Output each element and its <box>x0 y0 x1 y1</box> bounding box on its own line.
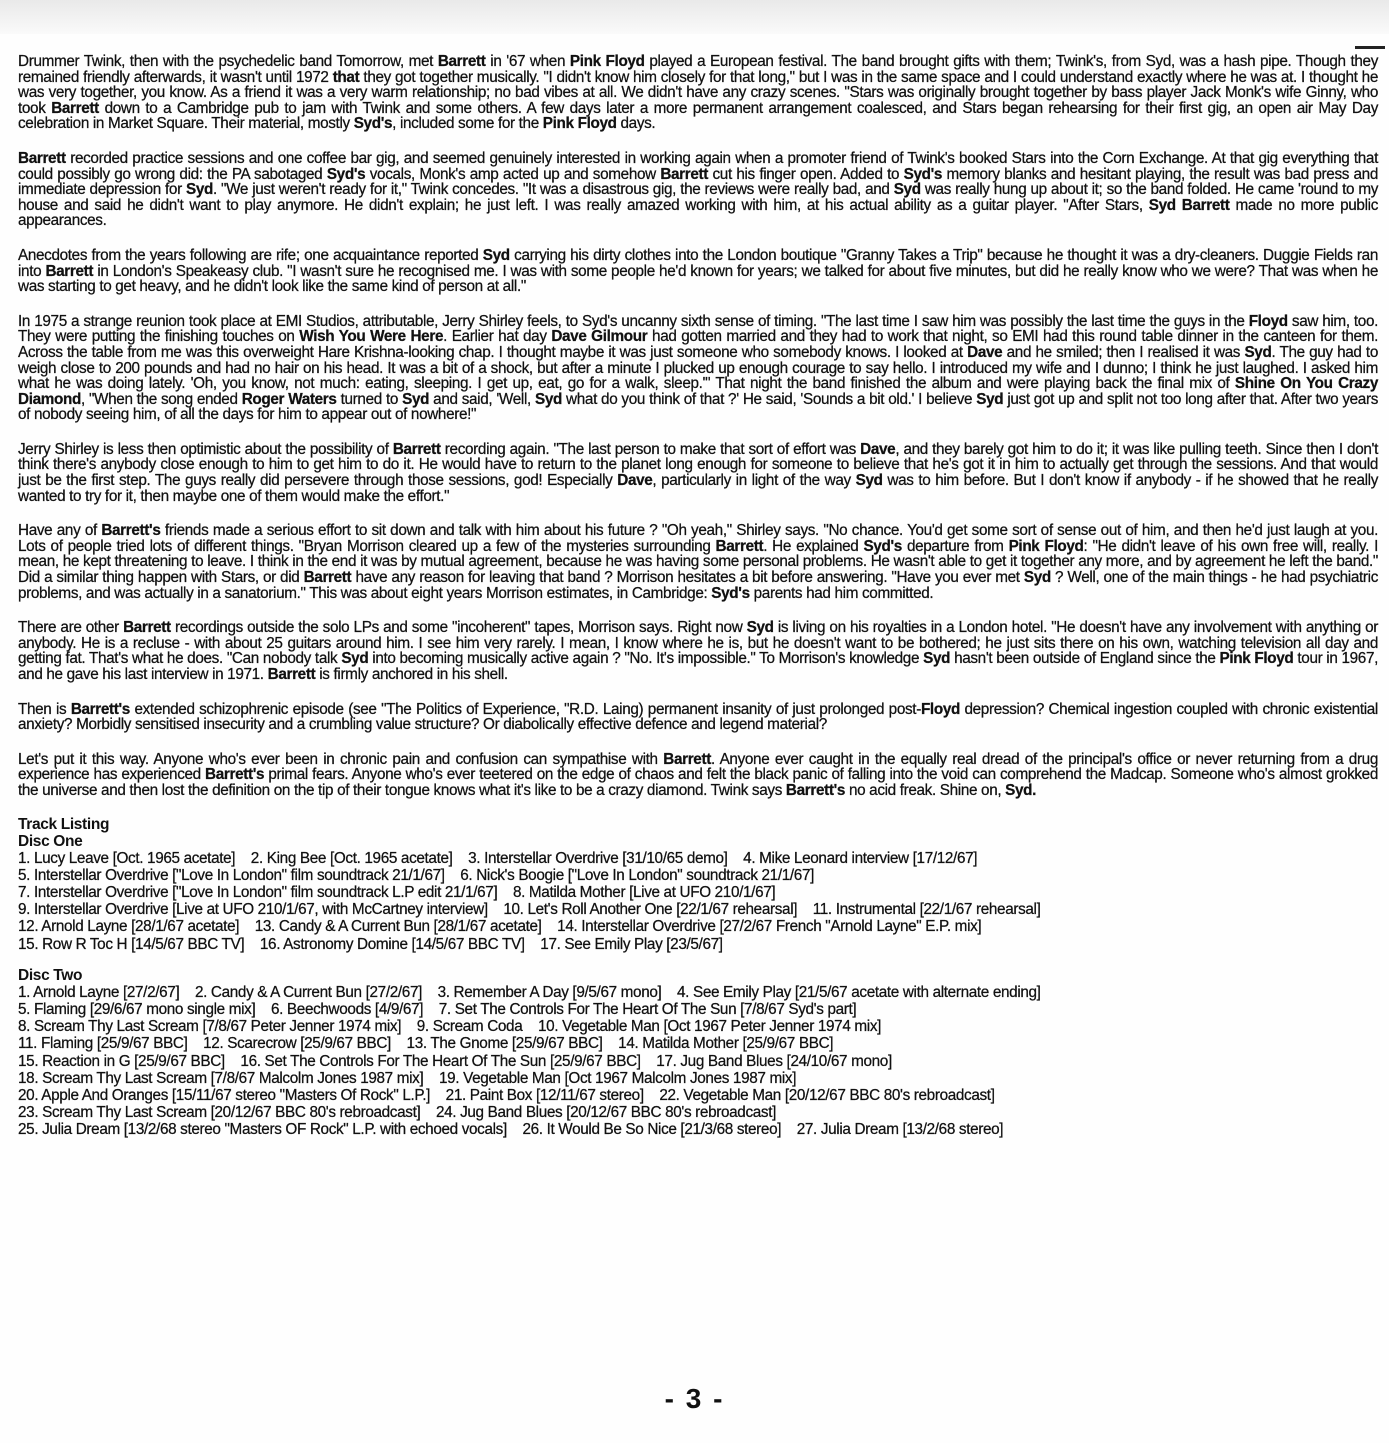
disc-two-tracks <box>18 984 1378 1139</box>
text-run: , and they barely got him to do it; it was like pulling teeth. Since then I don't think there's anybody close enough to him to get him to do it. He would have to return to the planet long enough for someone to believe that he's got it in him to actually get through the sessions. And that would just be the first step. The guys really did persevere through those sessions, god! Especially <box>18 440 1378 490</box>
text-run: recording again. "The last person to make that sort of effort was <box>440 440 861 458</box>
bold-name: Barrett <box>51 99 99 117</box>
text-run: Anecdotes from the years following are rife; one acquaintance reported <box>18 246 483 264</box>
text-run: down to a Cambridge pub to jam with Twink and some others. A few days later a more permanent arrangement coalesced, and Stars began rehearsing for their first gig, an open air May Day celebration in Market Square. Their material, mostly <box>18 99 1378 133</box>
bold-name: Syd <box>341 650 369 668</box>
text-run: days. <box>616 115 656 133</box>
bold-name: Syd's <box>353 115 393 133</box>
article-paragraph <box>18 314 1378 423</box>
text-run: vocals, Monk's amp acted up and somehow <box>365 165 661 183</box>
bold-name: Barrett <box>123 619 171 637</box>
bold-name: Barrett's <box>785 781 846 799</box>
track-line: 12. Arnold Layne [28/1/67 acetate] 13. Candy & A Current Bun [28/1/67 acetate] 14. Interstellar Overdrive [27/2/67 French "Arnold Layne" E.P. mix] <box>18 918 982 936</box>
bold-name: Dave Gilmour <box>551 328 648 346</box>
bold-name: Barrett <box>45 262 94 280</box>
page-number: - 3 - <box>664 1383 725 1414</box>
text-run: There are other <box>18 619 124 637</box>
text-run: Drummer Twink, then with the psychedelic band Tomorrow, met <box>18 53 438 70</box>
bold-name: Syd <box>746 619 774 637</box>
bold-name: Syd <box>1244 343 1272 361</box>
bold-name: Barrett <box>660 165 709 183</box>
bold-name: Pink Floyd <box>1219 650 1294 668</box>
bold-name: Roger Waters <box>241 390 337 408</box>
article-paragraph <box>18 151 1378 229</box>
track-line: 1. Arnold Layne [27/2/67] 2. Candy & A Current Bun [27/2/67] 3. Remember A Day [9/5/67 mono] 4. See Emily Play [21/5/67 acetate with alternate ending] <box>18 983 1041 1001</box>
text-run: saw him, too. They were putting the finishing touches on <box>18 312 1379 346</box>
text-run: and said, 'Well, <box>429 390 535 408</box>
bold-name: Syd Barrett <box>1148 196 1230 214</box>
text-run: made no more public appearances. <box>18 196 1378 230</box>
bold-name: Barrett <box>392 440 441 458</box>
track-line: 1. Lucy Leave [Oct. 1965 acetate] 2. King Bee [Oct. 1965 acetate] 3. Interstellar Overdrive [31/10/65 demo] 4. Mike Leonard interview [17/12/67] <box>18 849 978 867</box>
text-run: In 1975 a strange reunion took place at EMI Studios, attributable, Jerry Shirley feels, to Syd's uncanny sixth sense of timing. "The last time I saw him was possibly the last time the guys in the <box>18 312 1249 330</box>
track-line: 25. Julia Dream [13/2/68 stereo "Masters OF Rock" L.P. with echoed vocals] 26. It Would Be So Nice [21/3/68 stereo] 27. Julia Dream [13/2/68 stereo] <box>18 1121 1004 1139</box>
text-run: friends made a serious effort to sit down and talk with him about his future ? "Oh yeah," Shirley says. "No chance. You'd get some sort of sense out of him, and then he'd just laugh at you. Lots of people tried lots of different things. "Bryan Morrison cleared up a few of the mysteries surrounding <box>18 522 1378 555</box>
corner-mark <box>1355 46 1385 49</box>
text-run: , "When the song ended <box>81 390 242 408</box>
article-body <box>18 54 1378 1153</box>
text-run: turned to <box>336 390 403 408</box>
text-run: extended schizophrenic episode (see "The Politics of Experience, "R.D. Laing) permanent insanity of just prolonged post- <box>129 700 921 718</box>
bold-name: Dave <box>617 472 653 490</box>
text-run: had gotten married and they had to work that night, so EMI had this round table dinner in the canteen for them. Across the table from me was this overweight Hare Krishna-looking chap. I thought maybe it was just someone who somebody knows. I looked at <box>18 328 1378 361</box>
text-run: have any reason for leaving that band ? Morrison hesitates a bit before answering. "Have you ever met <box>351 569 1024 587</box>
text-run: into becoming musically active again ? "No. It's impossible." To Morrison's knowledge <box>368 650 924 668</box>
text-run: : "He didn't leave of his own free will, really. I mean, he kept threatening to leave. I think in the end it was by mutual agreement, because he was having some personal problems. He wasn't able to get it together any more, and by agreement he left the band." Did a similar thing happen with Stars, or did <box>18 537 1378 587</box>
text-run: Let's put it this way. Anyone who's ever been in chronic pain and confusion can sympathise with <box>18 750 664 768</box>
text-run: tour in 1967, and he gave his last interview in 1971. <box>18 650 1379 683</box>
text-run: recorded practice sessions and one coffee bar gig, and seemed genuinely interested in working again when a promoter friend of Twink's booked Stars into the Corn Exchange. At that gig everything that could possibly go wrong did: the PA sabotaged <box>18 149 1378 183</box>
bold-name: Syd <box>923 650 951 668</box>
bold-name: Dave <box>967 343 1003 361</box>
text-run: in '67 when <box>485 53 570 70</box>
bold-name: Barrett <box>715 537 764 555</box>
track-line: 5. Flaming [29/6/67 mono single mix] 6. Beechwoods [4/9/67] 7. Set The Controls For The Heart Of The Sun [7/8/67 Syd's part] <box>18 1000 857 1018</box>
track-line: 20. Apple And Oranges [15/11/67 stereo "Masters Of Rock" L.P.] 21. Paint Box [12/11/67 stereo] 22. Vegetable Man [20/12/67 BBC 80's rebroadcast] <box>18 1087 995 1104</box>
track-line: 15. Row R Toc H [14/5/67 BBC TV] 16. Astronomy Domine [14/5/67 BBC TV] 17. See Emily Play [23/5/67] <box>18 935 723 953</box>
track-listing-title: Track Listing <box>18 815 110 833</box>
track-line: 23. Scream Thy Last Scream [20/12/67 BBC 80's rebroadcast] 24. Jug Band Blues [20/12/67 BBC 80's rebroadcast] <box>18 1104 776 1122</box>
article-paragraph <box>18 620 1378 682</box>
text-run: memory blanks and hesitant playing, the result was bad press and immediate depression for <box>18 165 1378 199</box>
track-line: 15. Reaction in G [25/9/67 BBC] 16. Set The Controls For The Heart Of The Sun [25/9/67 BBC] 17. Jug Band Blues [24/10/67 mono] <box>18 1052 892 1070</box>
disc-two-title: Disc Two <box>18 966 83 984</box>
bold-name: Syd's <box>863 537 902 555</box>
bold-name: Barrett's <box>70 700 130 718</box>
text-run: . He explained <box>763 537 864 555</box>
bold-name: Barrett <box>18 149 66 167</box>
article-paragraph <box>18 248 1378 295</box>
text-run: no acid freak. Shine on, <box>845 781 1006 799</box>
text-run: parents had him committed. <box>749 584 934 602</box>
text-run: Have any of <box>18 522 102 540</box>
bold-name: that <box>332 68 360 86</box>
bold-name: Syd. <box>1005 781 1037 799</box>
text-run: just got up and split not too long after that. After two years of nobody seeing him, of all the days for him to appear out of nowhere!" <box>18 390 1378 424</box>
article-paragraph <box>18 702 1378 733</box>
text-run: they got together musically. "I didn't know him closely for that long," but I was in the same space and I could understand exactly where he was at. I thought he was very together, you know. As a friend it was a very warm relationship; no bad vibes at all. We didn't have any crazy scenes. "Stars was originally brought together by bass player Jack Monk's wife Ginny, who took <box>18 68 1378 117</box>
text-run: played a European festival. The band brought gifts with them; Twink's, from Syd, was a hash pipe. Though they remained friendly afterwards, it wasn't until 1972 <box>18 53 1378 86</box>
bold-name: Wish You Were Here <box>299 328 444 346</box>
track-line: 8. Scream Thy Last Scream [7/8/67 Peter Jenner 1974 mix] 9. Scream Coda 10. Vegetable Man [Oct 1967 Peter Jenner 1974 mix] <box>18 1018 882 1036</box>
text-run: recordings outside the solo LPs and some "incoherent" tapes, Morrison says. Right now <box>170 619 747 637</box>
text-run: and he smiled; then I realised it was <box>1002 343 1245 361</box>
bold-name: Syd <box>893 181 921 199</box>
article-paragraph <box>18 442 1378 504</box>
text-run: depression? Chemical ingestion coupled with chronic existential anxiety? Morbidly sensitised insecurity and a crumbling value structure? Or diabolically effective defence and legend material? <box>18 700 1378 734</box>
bold-name: Syd <box>402 390 430 408</box>
track-line: 11. Flaming [25/9/67 BBC] 12. Scarecrow [25/9/67 BBC] 13. The Gnome [25/9/67 BBC] 14. Matilda Mother [25/9/67 BBC] <box>18 1035 834 1053</box>
article-paragraph <box>18 752 1378 799</box>
text-run: departure from <box>901 537 1009 555</box>
bold-name: Syd <box>976 390 1004 408</box>
bold-name: Syd's <box>326 165 366 183</box>
bold-name: Syd <box>482 246 510 264</box>
disc-one-tracks <box>18 850 1378 953</box>
text-run: Jerry Shirley is less then optimistic about the possibility of <box>18 440 393 458</box>
bold-name: Syd <box>185 181 213 199</box>
bold-name: Syd <box>855 472 883 490</box>
bold-name: Pink Floyd <box>1008 537 1084 555</box>
text-run: . Earlier hat day <box>443 328 552 346</box>
article-paragraph <box>18 54 1378 132</box>
text-run: is living on his royalties in a London hotel. "He doesn't have any involvement with anything or anybody. He is a recluse - with about 25 guitars around him. I see him very rarely. I mean, I know where he is, but he doesn't want to be bothered; he just sits there on his own, watching television all day and getting fat. That's what he does. "Can nobody talk <box>18 619 1378 668</box>
text-run: was to him before. But I don't know if anybody - if he showed that he really wanted to try for it, then maybe one of them would make the effort." <box>18 472 1379 505</box>
bold-name: Barrett <box>303 569 352 587</box>
disc-one-title: Disc One <box>18 832 83 850</box>
text-run: . "We just weren't ready for it," Twink concedes. "It was a disastrous gig, the reviews were really bad, and <box>212 181 894 199</box>
track-line: 5. Interstellar Overdrive ["Love In London" film soundtrack 21/1/67] 6. Nick's Boogie ["Love In London" soundtrack 21/1/67] <box>18 866 815 884</box>
text-run: . The guy had to weigh close to 200 pounds and had no hair on his head. It was a bit of a shock, but after a minute I plucked up enough courage to say hello. I introduced my wife and I dunno; I think he just laughed. I asked him what he was doing lately. 'Oh, you know, not much: eating, sleeping. I get up, eat, go for a walk, sleep.'" That night the band finished the album and were playing back the final mix of <box>18 343 1378 393</box>
text-run: is firmly anchored in his shell. <box>315 666 508 683</box>
bold-name: Shine On You Crazy Diamond <box>18 375 1378 408</box>
article-paragraph <box>18 523 1378 601</box>
text-run: ? Well, one of the main things - he had psychiatric problems, and was actually in a sanatorium." This was about eight years Morrison estimates, in Cambridge: <box>18 569 1379 602</box>
scan-top-edge <box>0 0 1389 34</box>
article-paragraphs <box>18 54 1378 799</box>
text-run: hasn't been outside of England since the <box>950 650 1220 668</box>
text-run: was really hung up about it; so the band folded. He came 'round to my house and said he didn't want to play anymore. He didn't explain; he just left. I was really amazed working with him, at his actual ability as a guitar player. "After Stars, <box>18 181 1379 214</box>
text-run: carrying his dirty clothes into the London boutique "Granny Takes a Trip" because he thought it was a dry-cleaners. Duggie Fields ran into <box>18 246 1378 280</box>
text-run: in London's Speakeasy club. "I wasn't sure he recognised me. I was with some people he'd known for years; we talked for about five minutes, but did he really know who we were? That was when he was starting to get heavy, and he didn't look like the same kind of person at all." <box>18 262 1378 296</box>
bold-name: Syd <box>534 390 562 408</box>
bold-name: Syd <box>1023 569 1051 587</box>
bold-name: Barrett's <box>205 766 265 784</box>
text-run: , particularly in light of the way <box>652 472 856 490</box>
text-run: . Anyone ever caught in the equally real dread of the principal's office or never returning from a drug experience has experienced <box>18 750 1378 784</box>
bold-name: Dave <box>860 440 896 458</box>
bold-name: Floyd <box>1248 312 1288 330</box>
track-line: 7. Interstellar Overdrive ["Love In London" film soundtrack L.P edit 21/1/67] 8. Matilda Mother [Live at UFO 210/1/67] <box>18 883 776 901</box>
bold-name: Barrett <box>267 666 316 683</box>
bold-name: Syd's <box>711 584 750 602</box>
bold-name: Barrett <box>663 750 711 768</box>
bold-name: Barrett <box>437 53 486 70</box>
bold-name: Barrett's <box>101 522 161 540</box>
bold-name: Syd's <box>903 165 943 183</box>
text-run: cut his finger open. Added to <box>708 165 904 183</box>
text-run: what do you think of that ?' He said, 'Sounds a bit old.' I believe <box>561 390 977 408</box>
bold-name: Pink Floyd <box>542 115 617 133</box>
track-line: 9. Interstellar Overdrive [Live at UFO 210/1/67, with McCartney interview] 10. Let's Roll Another One [22/1/67 rehearsal] 11. Instrumental [22/1/67 rehearsal] <box>18 901 1041 919</box>
text-run: primal fears. Anyone who's ever teetered on the edge of chaos and felt the black panic of falling into the void can comprehend the Madcap. Someone who's almost grokked the universe and then lost the definition on the tip of their tongue knows what it's like to be a crazy diamond. Twink says <box>18 766 1378 799</box>
text-run: Then is <box>18 700 71 718</box>
text-run: , included some for the <box>392 115 543 133</box>
track-line: 18. Scream Thy Last Scream [7/8/67 Malcolm Jones 1987 mix] 19. Vegetable Man [Oct 1967 Malcolm Jones 1987 mix] <box>18 1069 797 1087</box>
bold-name: Pink Floyd <box>569 53 645 70</box>
bold-name: Floyd <box>920 700 960 718</box>
